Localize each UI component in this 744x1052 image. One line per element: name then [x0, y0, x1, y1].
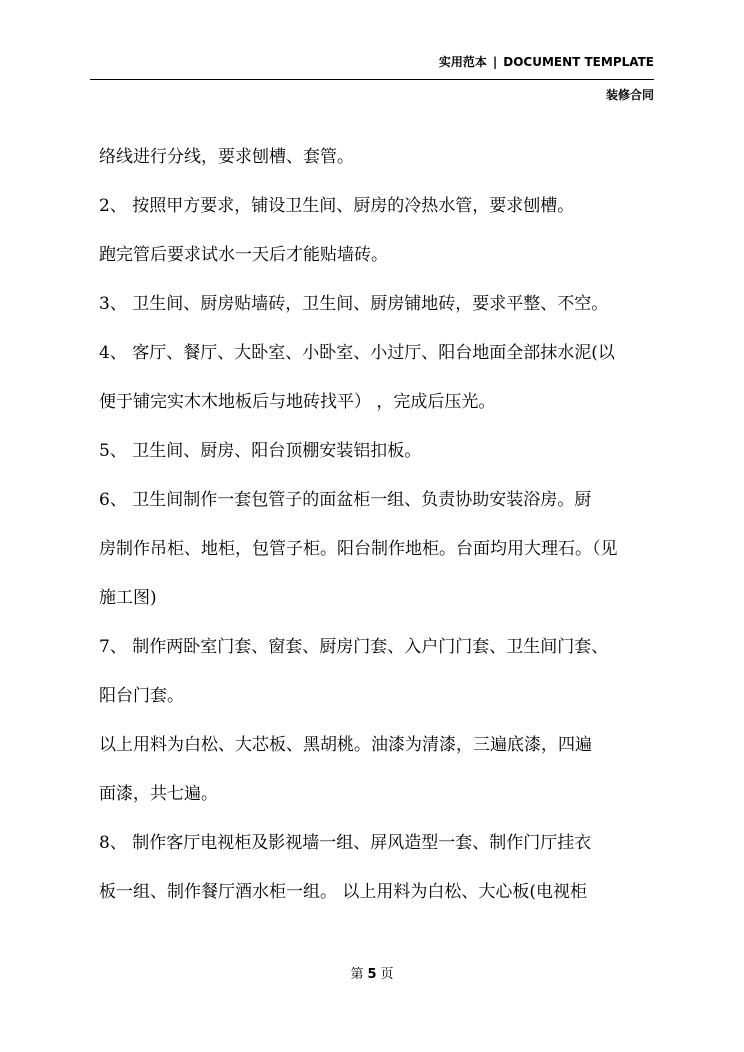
body-line: 施工图) — [99, 588, 157, 608]
body-line: 面漆，共七遍。 — [99, 784, 218, 804]
body-line: 阳台门套。 — [99, 686, 184, 706]
page-footer — [0, 963, 744, 982]
body-line: 4、 客厅、餐厅、大卧室、小卧室、小过厅、阳台地面全部抹水泥(以 — [99, 343, 615, 363]
body-line: 8、 制作客厅电视柜及影视墙一组、屏风造型一套、制作门厅挂衣 — [99, 833, 592, 853]
header-doc-type: 装修合同 — [605, 88, 654, 102]
body-line: 板一组、制作餐厅酒水柜一组。 以上用料为白松、大心板(电视柜 — [99, 882, 588, 902]
body-line: 络线进行分线，要求刨槽、套管。 — [99, 147, 354, 167]
body-line: 6、 卫生间制作一套包管子的面盆柜一组、负责协助安装浴房。厨 — [99, 490, 592, 510]
body-line: 房制作吊柜、地柜，包管子柜。阳台制作地柜。台面均用大理石。（见 — [99, 539, 618, 559]
footer-suffix: 页 — [380, 967, 394, 982]
header-rule — [90, 79, 654, 80]
body-line: 跑完管后要求试水一天后才能贴墙砖。 — [99, 245, 388, 265]
body-line: 便于铺完实木木地板后与地砖找平） ，完成后压光。 — [99, 392, 496, 412]
body-line: 3、 卫生间、厨房贴墙砖，卫生间、厨房铺地砖，要求平整、不空。 — [99, 294, 609, 314]
body-line: 2、 按照甲方要求，铺设卫生间、厨房的冷热水管，要求刨槽。 — [99, 196, 575, 216]
header-separator: | — [492, 55, 498, 69]
footer-prefix: 第 — [350, 967, 364, 982]
body-line: 7、 制作两卧室门套、窗套、厨房门套、入户门门套、卫生间门套、 — [99, 637, 609, 657]
document-body — [99, 140, 659, 924]
header-title — [439, 53, 654, 70]
body-line: 5、 卫生间、厨房、阳台顶棚安装铝扣板。 — [99, 441, 422, 461]
body-line: 以上用料为白松、大芯板、黑胡桃。油漆为清漆，三遍底漆，四遍 — [99, 735, 592, 755]
page-number: 5 — [367, 967, 377, 982]
header-subtitle: DOCUMENT TEMPLATE — [503, 55, 654, 69]
header-brand: 实用范本 — [438, 55, 487, 69]
